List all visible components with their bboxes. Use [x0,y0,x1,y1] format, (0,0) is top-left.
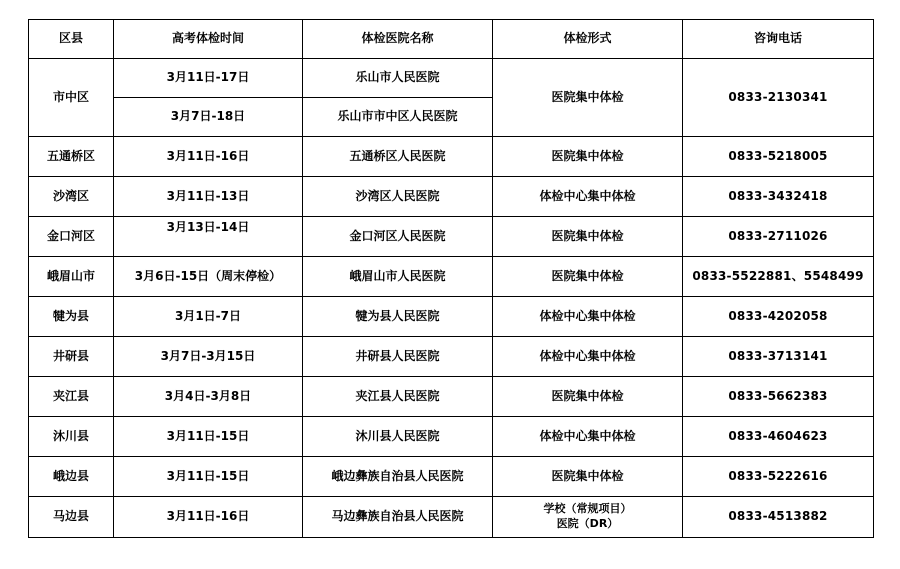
exam-time-cell: 3月13日-14日 [114,217,303,257]
phone-cell: 0833-3713141 [683,337,874,377]
exam-time-cell: 3月11日-16日 [114,137,303,177]
table-row [29,177,874,217]
form-cell: 医院集中体检 [493,377,683,417]
header-district: 区县 [29,20,114,59]
hospital-cell: 峨眉山市人民医院 [303,257,493,297]
form-cell: 体检中心集中体检 [493,417,683,457]
exam-time-cell: 3月11日-17日 [114,59,303,98]
form-cell [493,497,683,538]
hospital-cell: 夹江县人民医院 [303,377,493,417]
phone-cell: 0833-5218005 [683,137,874,177]
form-cell: 医院集中体检 [493,217,683,257]
form-cell: 医院集中体检 [493,457,683,497]
hospital-cell: 五通桥区人民医院 [303,137,493,177]
header-form: 体检形式 [493,20,683,59]
form-cell: 体检中心集中体检 [493,297,683,337]
district-cell: 犍为县 [29,297,114,337]
header-exam-time: 高考体检时间 [114,20,303,59]
hospital-cell: 金口河区人民医院 [303,217,493,257]
phone-cell: 0833-3432418 [683,177,874,217]
district-cell: 马边县 [29,497,114,538]
phone-cell: 0833-5222616 [683,457,874,497]
exam-time-cell: 3月7日-3月15日 [114,337,303,377]
table-row [29,137,874,177]
district-cell: 沐川县 [29,417,114,457]
phone-cell: 0833-2130341 [683,59,874,137]
table-row [29,297,874,337]
exam-time-cell: 3月11日-16日 [114,497,303,538]
district-cell: 市中区 [29,59,114,137]
header-hospital: 体检医院名称 [303,20,493,59]
form-cell: 体检中心集中体检 [493,337,683,377]
table-row [29,497,874,538]
hospital-cell: 沙湾区人民医院 [303,177,493,217]
form-line-school: 学校（常规项目） [543,502,632,516]
district-cell: 井研县 [29,337,114,377]
table-row [29,257,874,297]
hospital-cell: 犍为县人民医院 [303,297,493,337]
form-line-hospital: 医院（DR） [556,517,619,530]
phone-cell: 0833-4202058 [683,297,874,337]
district-cell: 峨边县 [29,457,114,497]
exam-time-cell: 3月1日-7日 [114,297,303,337]
district-cell: 五通桥区 [29,137,114,177]
table-row [29,217,874,257]
exam-time-cell: 3月11日-15日 [114,417,303,457]
hospital-cell: 峨边彝族自治县人民医院 [303,457,493,497]
exam-time-cell: 3月11日-13日 [114,177,303,217]
district-cell: 沙湾区 [29,177,114,217]
phone-cell: 0833-2711026 [683,217,874,257]
hospital-cell: 马边彝族自治县人民医院 [303,497,493,538]
phone-cell: 0833-5662383 [683,377,874,417]
form-cell: 医院集中体检 [493,257,683,297]
hospital-cell: 乐山市市中区人民医院 [303,98,493,137]
phone-cell: 0833-4604623 [683,417,874,457]
phone-cell: 0833-5522881、5548499 [683,257,874,297]
exam-time-cell: 3月4日-3月8日 [114,377,303,417]
header-row [29,20,874,59]
hospital-cell: 井研县人民医院 [303,337,493,377]
district-cell: 金口河区 [29,217,114,257]
district-cell: 峨眉山市 [29,257,114,297]
table-row [29,457,874,497]
form-cell: 体检中心集中体检 [493,177,683,217]
table-row [29,59,874,98]
form-cell: 医院集中体检 [493,59,683,137]
table-row [29,377,874,417]
district-cell: 夹江县 [29,377,114,417]
exam-time-cell: 3月6日-15日（周末停检） [114,257,303,297]
exam-time-cell: 3月11日-15日 [114,457,303,497]
form-cell: 医院集中体检 [493,137,683,177]
phone-cell: 0833-4513882 [683,497,874,538]
exam-time-cell: 3月7日-18日 [114,98,303,137]
exam-schedule-table [28,19,874,538]
hospital-cell: 乐山市人民医院 [303,59,493,98]
header-phone: 咨询电话 [683,20,874,59]
table-row [29,417,874,457]
hospital-cell: 沐川县人民医院 [303,417,493,457]
table-row [29,337,874,377]
